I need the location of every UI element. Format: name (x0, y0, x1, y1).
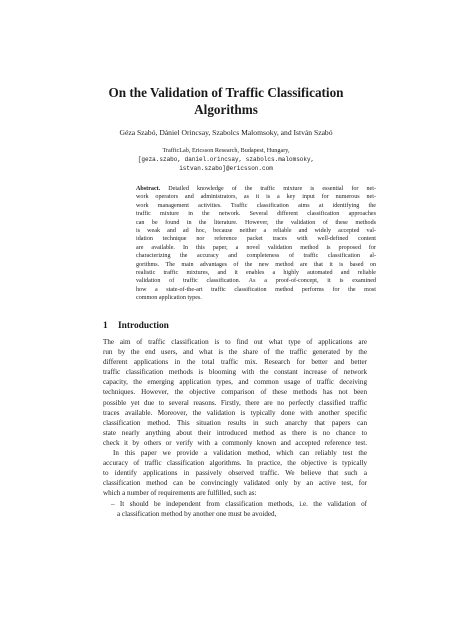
abstract-line: work management activities. Traffic classification aims at identifying the (136, 202, 376, 209)
affiliation-org: TrafficLab, Ericsson Research, Budapest, Hungary, (162, 147, 290, 154)
title-line-2: Algorithms (194, 102, 258, 117)
body-line: classification method. This situation results in such anarchy that papers can (103, 418, 367, 427)
paper-title (0, 84, 452, 118)
body-line: traffic classification methods is blooming with the constant increase of network (103, 368, 367, 377)
affiliation-email-2: istvan.szabo]@ericsson.com (179, 164, 273, 172)
section-number: 1 (103, 321, 108, 331)
abstract-line: gorithms. The main advantages of the new method are that it is based on (136, 261, 376, 268)
body-text (103, 337, 367, 519)
abstract-line: idation technique nor reference packet traces with well-defined content (136, 236, 376, 243)
abstract-line-text: Detailed knowledge of the traffic mixture is essential for net- (160, 186, 376, 192)
abstract-line: is weak and ad hoc, because neither a reliable and widely accepted val- (136, 228, 376, 235)
section-heading (103, 321, 169, 331)
abstract-line: traffic mixture in the network. Several different classification approaches (136, 211, 376, 218)
abstract-label: Abstract. (136, 186, 161, 192)
affiliation-email-1: [geza.szabo, daniel.orincsay, szabolcs.malomsoky, (137, 155, 315, 163)
section-title: Introduction (118, 321, 169, 331)
body-line: techniques. However, the objective comparison of these methods has not been (103, 388, 367, 397)
body-line: check it by others or verify with a commonly known and accepted reference test. (103, 438, 367, 447)
abstract-line: characterizing the accuracy and completeness of traffic classification al- (136, 253, 376, 260)
body-line: traces available. Moreover, the validation is typically done with another specific (103, 408, 367, 417)
abstract (136, 185, 376, 303)
list-item: – It should be independent from classification methods, i.e. the validation of (111, 499, 367, 508)
body-line: In this paper we provide a validation method, which can reliably test the (113, 449, 367, 458)
body-line: accuracy of traffic classification algorithms. In practice, the objective is typically (103, 459, 367, 468)
body-line: capacity, the emerging application types, and common usage of traffic deceiving (103, 378, 367, 387)
list-item-continuation: a classification method by another one must be avoided, (117, 509, 277, 518)
body-line: different applications in the total traffic mix. Research for better and better (103, 358, 367, 367)
body-line: possible yet due to several reasons. Firstly, there are no perfectly classified traffic (103, 398, 367, 407)
body-line: state nearly anything about their introduced method as there is no chance to (103, 428, 367, 437)
abstract-line: are available. In this paper, a novel validation method is proposed for (136, 244, 376, 251)
body-line: run by the end users, and what is the share of the traffic generated by the (103, 348, 367, 357)
abstract-line: how a state-of-the-art traffic classification method performs for the most (136, 286, 376, 293)
body-line: classification method can be convincingly validated only by an active test, for (103, 479, 367, 488)
abstract-line (136, 185, 376, 193)
body-line: to identify applications in passively observed traffic. We believe that such a (103, 469, 367, 478)
body-line: which a number of requirements are fulfilled, such as: (103, 489, 257, 498)
author-list: Géza Szabó, Dániel Orincsay, Szabolcs Malomsoky, and István Szabó (119, 128, 333, 137)
abstract-line: work operators and administrators, as it is a key input for numerous net- (136, 194, 376, 201)
title-line-1: On the Validation of Traffic Classification (108, 85, 344, 100)
body-line: The aim of traffic classification is to find out what type of applications are (103, 338, 367, 346)
abstract-line: validation of traffic classification. As a proof-of-concept, it is examined (136, 278, 376, 285)
affiliation (0, 147, 452, 173)
abstract-line: can be found in the literature. However, the validation of these methods (136, 219, 376, 226)
abstract-line: common application types. (136, 295, 202, 302)
abstract-line: realistic traffic mixtures, and it enables a highly automated and reliable (136, 270, 376, 277)
